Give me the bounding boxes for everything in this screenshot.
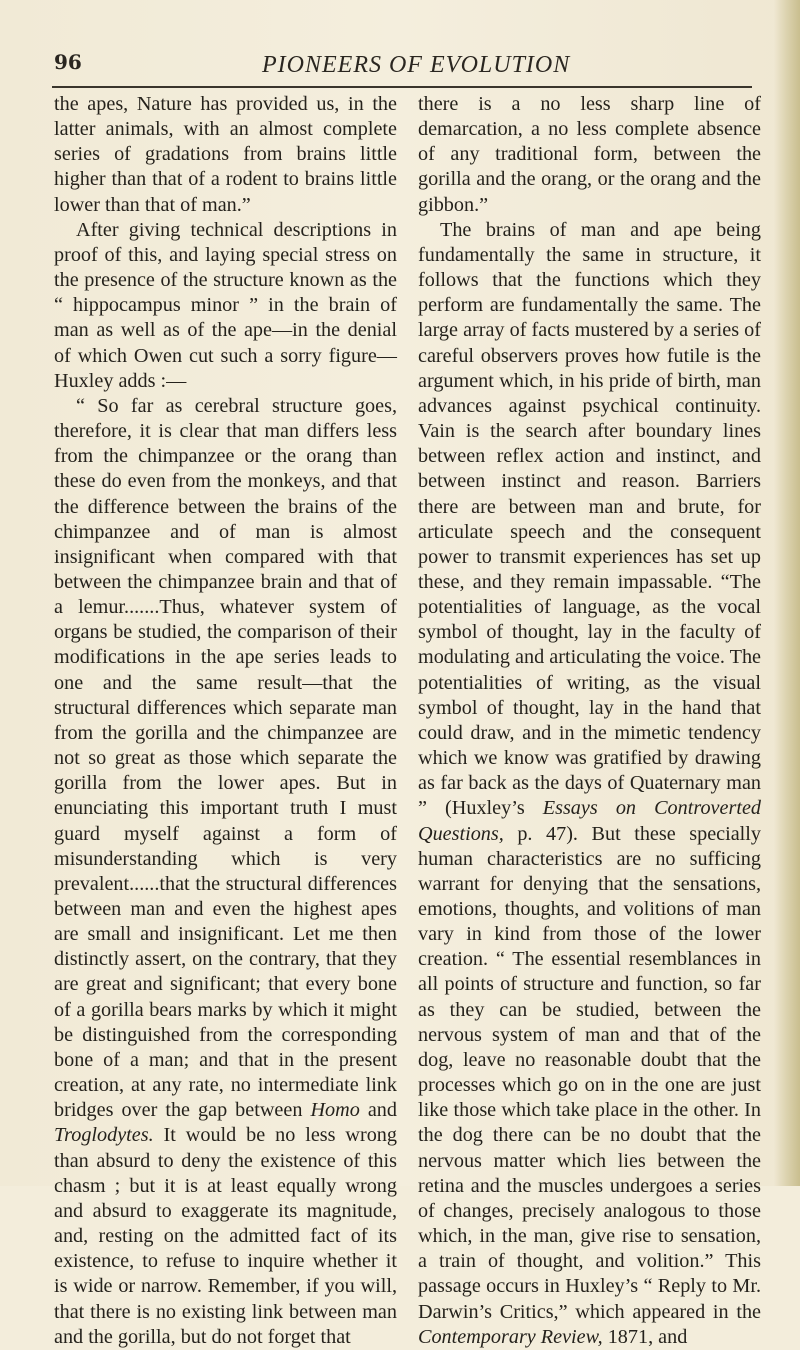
- text-run: 1871, and: [602, 1325, 688, 1348]
- paragraph: the apes, Nature has provided us, in the latter animals, with an almost complete series of gradations from brains little higher than that of a rodent to brains little lower than that of man.”: [54, 93, 397, 216]
- italic-term-homo: Homo: [310, 1099, 360, 1122]
- italic-book-title: Essays on Controverted Questions,: [418, 797, 761, 845]
- paragraph: there is a no less sharp line of demarcation, a no less complete absence of any traditional form, between the gorilla and the orang, or the orang and the gibbon.”: [418, 93, 761, 216]
- text-run: It would be no less wrong than absurd to deny the existence of this chasm ; but it is at least equally wrong and absurd to exaggerate its magnitude, and, resting on the admitted fact of its existence, to refuse to inquire whether it is wide or narrow. Remember, if you will, that there is no existing link between man and the gorilla, but do not forget that: [54, 1124, 397, 1348]
- page-number: 96: [54, 50, 82, 74]
- text-run: and: [359, 1099, 397, 1122]
- text-run: p. 47). But these specially human characteristics are no sufficing warrant for denying that the sensations, emotions, thoughts, and volitions of man vary in kind from those of the lower creation. “ The essential resemblances in all points of structure and function, so far as they can be studied, between the nervous system of man and that of the dog, leave no reasonable doubt that the processes which go on in the one are just like those which take place in the other. In the dog there can be no doubt that the nervous matter which lies between the retina and the muscles undergoes a series of changes, precisely analogous to those which, in the man, give rise to sensation, a train of thought, and volition.” This passage occurs in Huxley’s “ Reply to Mr. Darwin’s Critics,” which appeared in the: [418, 822, 761, 1323]
- header-rule: [52, 86, 752, 88]
- text-run: “ So far as cerebral structure goes, therefore, it is clear that man differs less from the chimpanzee or the orang than these do even from the monkeys, and that the difference between the brains of the chimpanzee and of man is almost insignificant when compared with that between the chimpanzee brain and that of a lemur.......Thus, whatever system of organs be studied, the comparison of their modifications in the ape series leads to one and the same result—that the structural differences which separate man from the gorilla and the chimpanzee are not so great as those which separate the gorilla from the lower apes. But in enunciating this important truth I must guard myself against a form of misunderstanding which is very prevalent......that the structural differences between man and even the highest apes are small and insignificant. Let me then distinctly assert, on the contrary, that they are great and significant; that every bone of a gorilla bears marks by which it might be distinguished from the corresponding bone of a man; and that in the present creation, at any rate, no intermediate link bridges over the gap between: [54, 394, 397, 1122]
- paragraph: [418, 218, 761, 1350]
- right-column: [418, 92, 761, 1350]
- page-edge-shadow: [774, 0, 800, 1186]
- italic-journal-title: Contemporary Review,: [418, 1325, 603, 1348]
- text-run: The brains of man and ape being fundamentally the same in structure, it follows that the functions which they perform are fundamentally the same. The large array of facts mustered by a series of careful observers proves how futile is the argument which, in his pride of birth, man advances against psychical continuity. Vain is the search after boundary lines between reflex action and instinct, and between instinct and reason. Barriers there are between man and brute, for articulate speech and the consequent power to transmit experiences has set up these, and they remain impassable. “The potentialities of language, as the vocal symbol of thought, lay in the faculty of modulating and articulating the voice. The potentialities of writing, as the visual symbol of thought, lay in the hand that could draw, and in the mimetic tendency which we know was gratified by drawing as far back as the days of Quaternary man ” (Huxley’s: [418, 218, 761, 820]
- running-head: PIONEERS OF EVOLUTION: [262, 52, 571, 78]
- paragraph: After giving technical descriptions in proof of this, and laying special stress on the presence of the structure known as the “ hippocampus minor ” in the brain of man as well as of the ape—in the denial of which Owen cut such a sorry figure—Huxley adds :—: [54, 218, 397, 392]
- page-header: [52, 44, 752, 84]
- left-column: [54, 92, 397, 1350]
- italic-term-troglodytes: Troglodytes.: [54, 1124, 154, 1147]
- quoted-paragraph: [54, 394, 397, 1350]
